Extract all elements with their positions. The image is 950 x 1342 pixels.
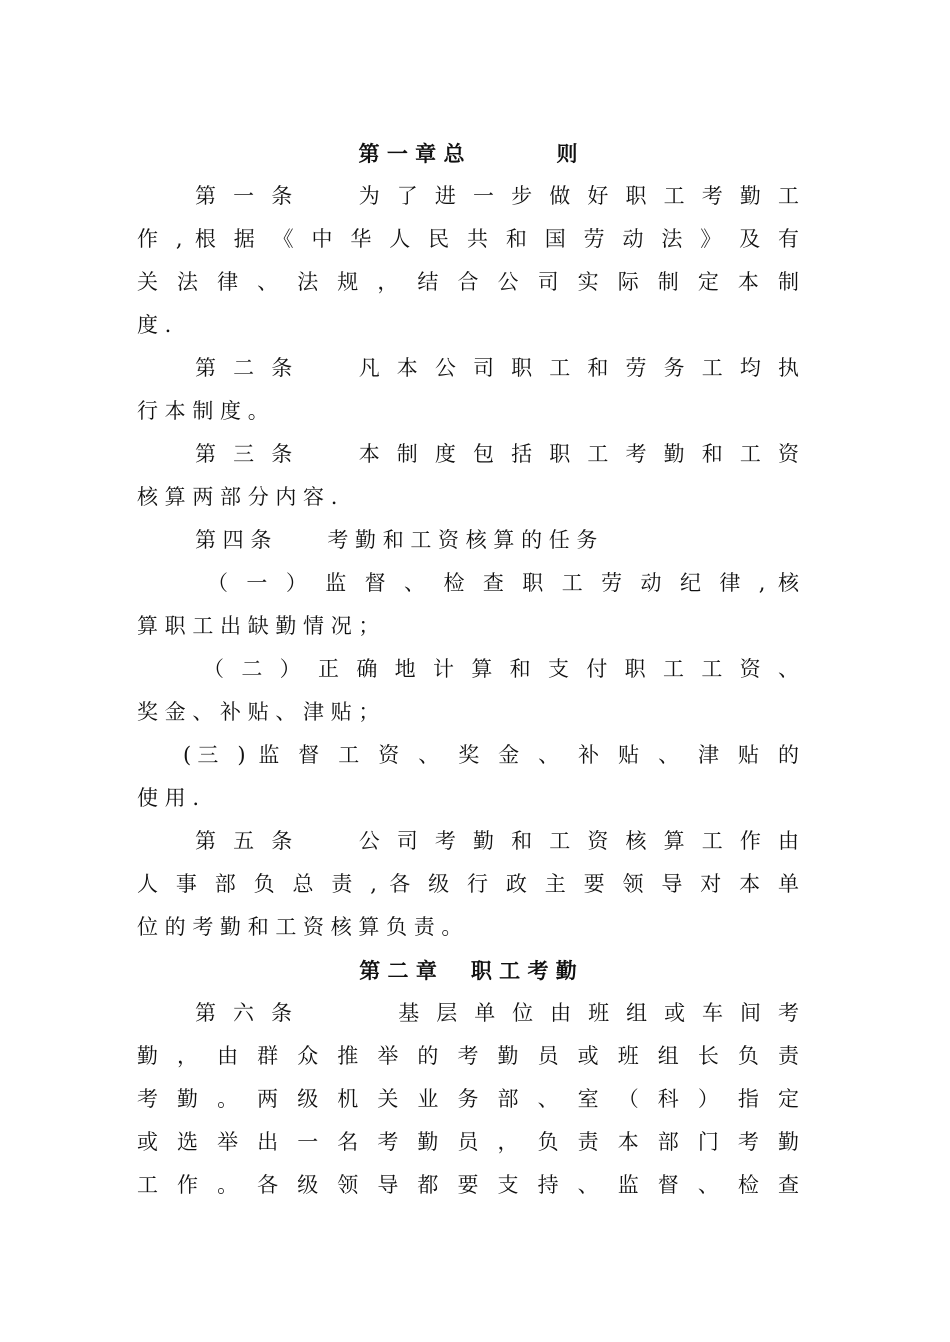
article-6-text-1: 基 层 单 位 由 班 组 或 车 间 考 (393, 1001, 799, 1025)
article-4-item-1-line-2: 算 职 工 出 缺 勤 情 况 ； (137, 614, 380, 638)
article-4-item-3-line-1: (三 ) 监 督 工 资 、 奖 金 、 补 贴 、 津 贴 的 (183, 743, 799, 767)
article-6-label: 第 六 条 (195, 1001, 298, 1025)
chapter-1-title: 第 一 章 总 (358, 141, 465, 166)
article-2-label: 第 二 条 (195, 356, 298, 380)
article-2-first-line (137, 347, 799, 390)
chapter-2-title-end: 职 工 考 勤 (470, 958, 577, 983)
article-1-line-3: 关 法 律 、 法 规 ， 结 合 公 司 实 际 制 定 本 制 (137, 270, 799, 294)
article-3-line-2: 核 算 两 部 分 内 容 . (137, 485, 338, 509)
article-4-item-2-line-1: （ 二 ） 正 确 地 计 算 和 支 付 职 工 工 资 、 (203, 657, 799, 681)
article-3-first-line (137, 433, 799, 476)
article-6-line-5: 工 作 。 各 级 领 导 都 要 支 持 、 监 督 、 检 查 (137, 1173, 799, 1197)
article-4-label: 第 四 条 (195, 528, 272, 552)
article-2-text-1: 凡 本 公 司 职 工 和 劳 务 工 均 执 (353, 356, 799, 380)
chapter-1-title-end: 则 (556, 141, 578, 166)
article-4-first-line (137, 519, 799, 562)
article-6-line-4: 或 选 举 出 一 名 考 勤 员 ， 负 责 本 部 门 考 勤 (137, 1130, 799, 1154)
article-3-text-1: 本 制 度 包 括 职 工 考 勤 和 工 资 (353, 442, 799, 466)
article-5-text-1: 公 司 考 勤 和 工 资 核 算 工 作 由 (353, 829, 799, 853)
article-6-first-line (137, 992, 799, 1035)
article-1-first-line (137, 175, 799, 218)
chapter-2-heading (137, 949, 799, 992)
chapter-1-heading (137, 132, 799, 175)
article-1-label: 第 一 条 (195, 184, 298, 208)
article-1-line-4: 度 . (137, 313, 172, 337)
article-1-text-1: 为 了 进 一 步 做 好 职 工 考 勤 工 (353, 184, 799, 208)
article-5-line-2: 人 事 部 负 总 责 , 各 级 行 政 主 要 领 导 对 本 单 (137, 872, 799, 896)
article-4-item-2-line-2: 奖 金 、 补 贴 、 津 贴 ； (137, 700, 380, 724)
article-3-label: 第 三 条 (195, 442, 298, 466)
article-4-text-1: 考 勤 和 工 资 核 算 的 任 务 (327, 528, 598, 552)
article-4-item-1-line-1: （ 一 ） 监 督 、 检 查 职 工 劳 动 纪 律 , 核 (207, 571, 799, 595)
article-5-line-3: 位 的 考 勤 和 工 资 核 算 负 责 。 (137, 915, 463, 939)
article-5-label: 第 五 条 (195, 829, 298, 853)
chapter-2-title: 第 二 章 (359, 958, 437, 983)
article-6-line-2: 勤 ， 由 群 众 推 举 的 考 勤 员 或 班 组 长 负 责 (137, 1044, 799, 1068)
document-page (137, 132, 799, 1207)
article-1-line-2: 作 , 根 据 《 中 华 人 民 共 和 国 劳 动 法 》 及 有 (137, 227, 799, 251)
article-4-item-3-line-2: 使 用 . (137, 786, 200, 810)
article-2-line-2: 行 本 制 度 。 (137, 399, 269, 423)
article-5-first-line (137, 820, 799, 863)
article-6-line-3: 考 勤 。 两 级 机 关 业 务 部 、 室 （ 科 ） 指 定 (137, 1087, 799, 1111)
